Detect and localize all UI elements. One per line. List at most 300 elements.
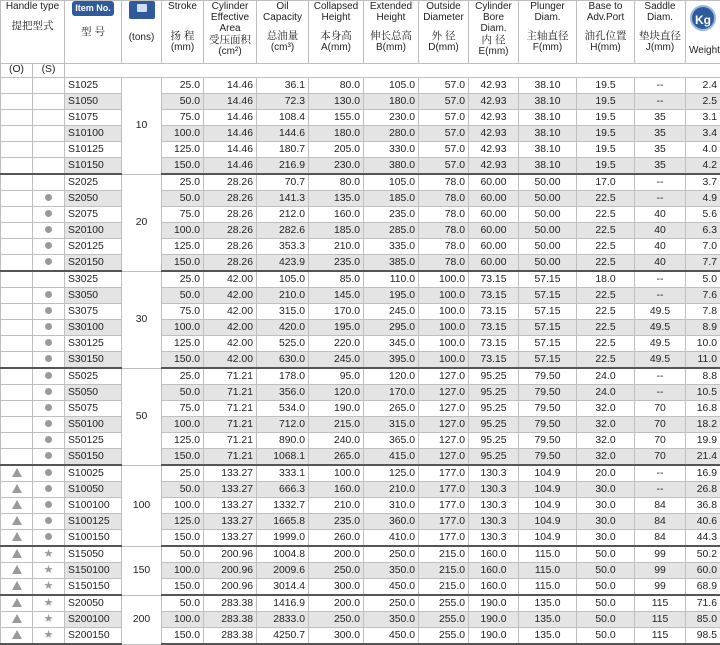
handle-s-cell [33,207,65,223]
extended-value: 395.0 [364,352,419,369]
saddle-value: 49.5 [635,336,686,352]
plunger-value: 104.9 [519,482,577,498]
base-value: 22.5 [577,304,635,320]
plunger-value: 38.10 [519,94,577,110]
base-value: 22.5 [577,191,635,207]
spec-table-body [1,78,720,645]
model-cell: S2075 [65,207,122,223]
weight-value: 18.2 [686,417,720,433]
oil-value: 423.9 [257,255,309,272]
oil-value: 890.0 [257,433,309,449]
extended-value: 335.0 [364,239,419,255]
area-value: 283.38 [204,612,257,628]
base-value: 22.5 [577,336,635,352]
outside-value: 78.0 [419,174,469,191]
outside-value: 100.0 [419,271,469,288]
capacity-icon [129,1,155,19]
base-value: 50.0 [577,563,635,579]
outside-value: 78.0 [419,207,469,223]
area-value: 14.46 [204,142,257,158]
handle-type-label: Handle type [4,1,61,12]
dot-icon [45,404,52,411]
weight-value: 4.9 [686,191,720,207]
stroke-value: 50.0 [162,385,204,401]
weight-value: 50.2 [686,546,720,563]
plunger-value: 50.00 [519,255,577,272]
base-value: 30.0 [577,482,635,498]
bore-value: 42.93 [469,78,519,94]
model-cell: S10050 [65,482,122,498]
plunger-label: Plunger Diam. [522,1,573,23]
stroke-value: 150.0 [162,255,204,272]
table-row [1,579,720,596]
handle-s-header [33,64,65,78]
outside-value: 57.0 [419,94,469,110]
dot-icon [45,420,52,427]
table-row [1,563,720,579]
bore-value: 130.3 [469,530,519,547]
handle-type-header [1,1,65,64]
handle-s-cell [33,612,65,628]
table-row [1,271,720,288]
oil-label: Oil Capacity [260,1,305,23]
oil-value: 333.1 [257,465,309,482]
extended-value: 185.0 [364,191,419,207]
handle-o-cell [1,223,33,239]
plunger-value: 38.10 [519,110,577,126]
saddle-value: -- [635,78,686,94]
oil-value: 210.0 [257,288,309,304]
collapsed-value: 170.0 [309,304,364,320]
extended-value: 110.0 [364,271,419,288]
base-value: 18.0 [577,271,635,288]
dot-icon [45,210,52,217]
handle-s-cell [33,174,65,191]
extended-value: 415.0 [364,449,419,466]
dot-icon [45,355,52,362]
area-value: 14.46 [204,126,257,142]
model-cell: S10025 [65,465,122,482]
area-header [204,1,257,64]
area-value: 200.96 [204,579,257,596]
bore-value: 130.3 [469,498,519,514]
collapsed-header [309,1,364,64]
table-row [1,595,720,612]
collapsed-label: Collapsed Height [312,1,360,23]
dot-icon [45,339,52,346]
collapsed-value: 240.0 [309,433,364,449]
stroke-value: 25.0 [162,174,204,191]
oil-value: 70.7 [257,174,309,191]
base-value: 17.0 [577,174,635,191]
area-value: 42.00 [204,336,257,352]
collapsed-cn: 本身高 [312,30,360,42]
stroke-cn: 扬 程 [165,30,200,42]
collapsed-value: 190.0 [309,401,364,417]
plunger-value: 38.10 [519,158,577,175]
extended-value: 245.0 [364,304,419,320]
area-value: 42.00 [204,271,257,288]
area-value: 133.27 [204,498,257,514]
oil-value: 420.0 [257,320,309,336]
bore-value: 95.25 [469,368,519,385]
table-row [1,191,720,207]
table-row [1,385,720,401]
bore-value: 95.25 [469,449,519,466]
outside-value: 127.0 [419,385,469,401]
base-value: 30.0 [577,530,635,547]
bore-value: 42.93 [469,126,519,142]
collapsed-value: 200.0 [309,546,364,563]
stroke-value: 50.0 [162,191,204,207]
table-row [1,546,720,563]
extended-value: 385.0 [364,255,419,272]
extended-value: 285.0 [364,223,419,239]
collapsed-value: 180.0 [309,126,364,142]
saddle-value: 40 [635,239,686,255]
table-row [1,158,720,175]
extended-value: 310.0 [364,498,419,514]
extended-value: 350.0 [364,563,419,579]
table-row [1,417,720,433]
handle-o-cell [1,94,33,110]
dot-icon [45,258,52,265]
model-cell: S50125 [65,433,122,449]
saddle-value: 70 [635,401,686,417]
outside-cn: 外 径 [422,30,465,42]
saddle-value: 84 [635,514,686,530]
plunger-header [519,1,577,64]
stroke-value: 25.0 [162,465,204,482]
extended-value: 230.0 [364,110,419,126]
bore-cn: 内 径 [472,34,515,46]
model-cell: S100100 [65,498,122,514]
outside-unit: D(mm) [422,42,465,53]
base-value: 50.0 [577,546,635,563]
handle-s-cell [33,336,65,352]
extended-value: 180.0 [364,94,419,110]
base-value: 32.0 [577,401,635,417]
bore-value: 60.00 [469,223,519,239]
collapsed-value: 250.0 [309,563,364,579]
handle-o-cell [1,433,33,449]
extended-value: 360.0 [364,514,419,530]
collapsed-value: 95.0 [309,368,364,385]
base-value: 22.5 [577,239,635,255]
extended-value: 105.0 [364,174,419,191]
bore-value: 73.15 [469,336,519,352]
star-icon: ★ [44,580,54,592]
weight-value: 7.6 [686,288,720,304]
bore-value: 73.15 [469,352,519,369]
bore-value: 42.93 [469,110,519,126]
collapsed-value: 205.0 [309,142,364,158]
area-label: Cylinder Effective Area [207,1,253,34]
stroke-value: 125.0 [162,239,204,255]
bore-value: 73.15 [469,271,519,288]
base-value: 22.5 [577,352,635,369]
handle-o-cell [1,191,33,207]
stroke-label: Stroke [165,1,200,12]
oil-value: 315.0 [257,304,309,320]
dot-icon [45,226,52,233]
oil-value: 105.0 [257,271,309,288]
capacity-cell: 100 [122,465,162,546]
weight-value: 6.3 [686,223,720,239]
collapsed-value: 145.0 [309,288,364,304]
weight-value: 8.9 [686,320,720,336]
plunger-value: 79.50 [519,368,577,385]
model-cell: S150150 [65,579,122,596]
outside-value: 100.0 [419,352,469,369]
plunger-value: 115.0 [519,579,577,596]
handle-o-cell [1,385,33,401]
weight-value: 3.1 [686,110,720,126]
outside-value: 100.0 [419,288,469,304]
outside-value: 78.0 [419,255,469,272]
handle-o-cell [1,514,33,530]
base-value: 32.0 [577,433,635,449]
handle-s-cell [33,498,65,514]
weight-value: 36.8 [686,498,720,514]
handle-s-cell [33,271,65,288]
area-value: 283.38 [204,595,257,612]
table-row [1,223,720,239]
extended-value: 195.0 [364,288,419,304]
base-unit: H(mm) [580,42,631,53]
weight-value: 5.0 [686,271,720,288]
bore-value: 95.25 [469,401,519,417]
stroke-value: 50.0 [162,595,204,612]
handle-o-cell [1,158,33,175]
weight-value: 44.3 [686,530,720,547]
oil-unit: (cm³) [260,42,305,53]
model-cell: S3075 [65,304,122,320]
base-value: 22.5 [577,207,635,223]
saddle-value: 84 [635,498,686,514]
collapsed-value: 185.0 [309,223,364,239]
oil-value: 3014.4 [257,579,309,596]
plunger-value: 57.15 [519,304,577,320]
outside-value: 100.0 [419,320,469,336]
area-value: 42.00 [204,288,257,304]
header-spacer [65,64,720,78]
saddle-value: -- [635,191,686,207]
outside-value: 177.0 [419,498,469,514]
collapsed-value: 300.0 [309,628,364,645]
bore-value: 190.0 [469,595,519,612]
table-row [1,433,720,449]
bore-value: 60.00 [469,207,519,223]
bore-label: Cylinder Bore Diam. [472,1,515,34]
collapsed-value: 130.0 [309,94,364,110]
stroke-value: 125.0 [162,514,204,530]
stroke-value: 100.0 [162,417,204,433]
saddle-value: -- [635,94,686,110]
extended-value: 450.0 [364,628,419,645]
handle-o-cell [1,595,33,612]
area-value: 283.38 [204,628,257,645]
bore-value: 60.00 [469,191,519,207]
weight-label: Weight [689,45,717,56]
outside-value: 255.0 [419,628,469,645]
base-value: 22.5 [577,255,635,272]
base-value: 22.5 [577,288,635,304]
saddle-value: 35 [635,126,686,142]
dot-icon [45,307,52,314]
base-value: 24.0 [577,368,635,385]
model-cell: S20100 [65,223,122,239]
handle-s-cell [33,433,65,449]
bore-value: 73.15 [469,288,519,304]
plunger-value: 104.9 [519,514,577,530]
area-value: 133.27 [204,482,257,498]
dot-icon [45,469,52,476]
saddle-value: 99 [635,546,686,563]
collapsed-value: 265.0 [309,449,364,466]
oil-value: 630.0 [257,352,309,369]
extended-value: 235.0 [364,207,419,223]
stroke-value: 50.0 [162,546,204,563]
handle-s-cell [33,239,65,255]
oil-value: 180.7 [257,142,309,158]
table-row [1,320,720,336]
base-value: 19.5 [577,158,635,175]
outside-value: 127.0 [419,401,469,417]
bore-value: 130.3 [469,465,519,482]
model-cell: S20125 [65,239,122,255]
base-value: 50.0 [577,595,635,612]
outside-value: 78.0 [419,239,469,255]
weight-value: 16.8 [686,401,720,417]
model-cell: S100125 [65,514,122,530]
outside-value: 127.0 [419,433,469,449]
table-row [1,352,720,369]
outside-value: 100.0 [419,336,469,352]
table-row [1,94,720,110]
stroke-value: 25.0 [162,368,204,385]
extended-value: 410.0 [364,530,419,547]
weight-kg-icon: Kg [690,5,716,31]
oil-value: 282.6 [257,223,309,239]
collapsed-value: 200.0 [309,595,364,612]
bore-value: 190.0 [469,612,519,628]
model-cell: S10100 [65,126,122,142]
stroke-value: 150.0 [162,530,204,547]
oil-value: 1665.8 [257,514,309,530]
bore-value: 42.93 [469,142,519,158]
outside-value: 127.0 [419,449,469,466]
handle-o-cell [1,110,33,126]
area-value: 42.00 [204,304,257,320]
area-value: 14.46 [204,94,257,110]
stroke-value: 100.0 [162,563,204,579]
bore-value: 190.0 [469,628,519,645]
base-value: 32.0 [577,449,635,466]
outside-value: 177.0 [419,514,469,530]
stroke-value: 100.0 [162,126,204,142]
stroke-value: 100.0 [162,320,204,336]
plunger-value: 79.50 [519,385,577,401]
model-cell: S10125 [65,142,122,158]
handle-s-cell [33,449,65,466]
collapsed-value: 245.0 [309,352,364,369]
handle-s-cell [33,628,65,645]
star-icon: ★ [44,564,54,576]
outside-value: 127.0 [419,368,469,385]
extended-value: 450.0 [364,579,419,596]
plunger-unit: F(mm) [522,42,573,53]
plunger-value: 57.15 [519,271,577,288]
handle-s-cell [33,530,65,547]
handle-o-cell [1,579,33,596]
weight-value: 11.0 [686,352,720,369]
handle-o-cell [1,368,33,385]
handle-s-cell [33,78,65,94]
handle-s-cell [33,546,65,563]
stroke-value: 125.0 [162,142,204,158]
model-cell: S200150 [65,628,122,645]
handle-o-cell [1,207,33,223]
table-row [1,142,720,158]
outside-value: 215.0 [419,563,469,579]
area-value: 28.26 [204,191,257,207]
collapsed-value: 80.0 [309,78,364,94]
oil-value: 2009.6 [257,563,309,579]
triangle-icon [12,614,22,623]
saddle-unit: J(mm) [638,42,682,53]
model-cell: S100150 [65,530,122,547]
model-cell: S50100 [65,417,122,433]
area-value: 71.21 [204,417,257,433]
plunger-value: 115.0 [519,546,577,563]
base-cn: 油孔位置 [580,30,631,42]
plunger-value: 50.00 [519,191,577,207]
outside-value: 215.0 [419,546,469,563]
oil-value: 1004.8 [257,546,309,563]
plunger-value: 50.00 [519,223,577,239]
dot-icon [45,372,52,379]
outside-value: 57.0 [419,158,469,175]
dot-icon [45,242,52,249]
bore-value: 60.00 [469,174,519,191]
table-row [1,482,720,498]
model-cell: S10150 [65,158,122,175]
saddle-value: 99 [635,579,686,596]
handle-s-label: (S) [42,64,56,75]
base-value: 19.5 [577,110,635,126]
triangle-icon [12,598,22,607]
outside-value: 78.0 [419,191,469,207]
table-row [1,304,720,320]
plunger-cn: 主轴直径 [522,30,573,42]
dot-icon [45,485,52,492]
table-row [1,239,720,255]
outside-value: 177.0 [419,482,469,498]
plunger-value: 79.50 [519,417,577,433]
outside-value: 57.0 [419,142,469,158]
bore-value: 160.0 [469,579,519,596]
handle-s-cell [33,191,65,207]
bore-value: 60.00 [469,255,519,272]
base-label: Base to Adv.Port [580,1,631,23]
base-value: 50.0 [577,628,635,645]
oil-value: 356.0 [257,385,309,401]
stroke-value: 100.0 [162,223,204,239]
bore-value: 160.0 [469,563,519,579]
handle-o-cell [1,320,33,336]
weight-value: 7.8 [686,304,720,320]
